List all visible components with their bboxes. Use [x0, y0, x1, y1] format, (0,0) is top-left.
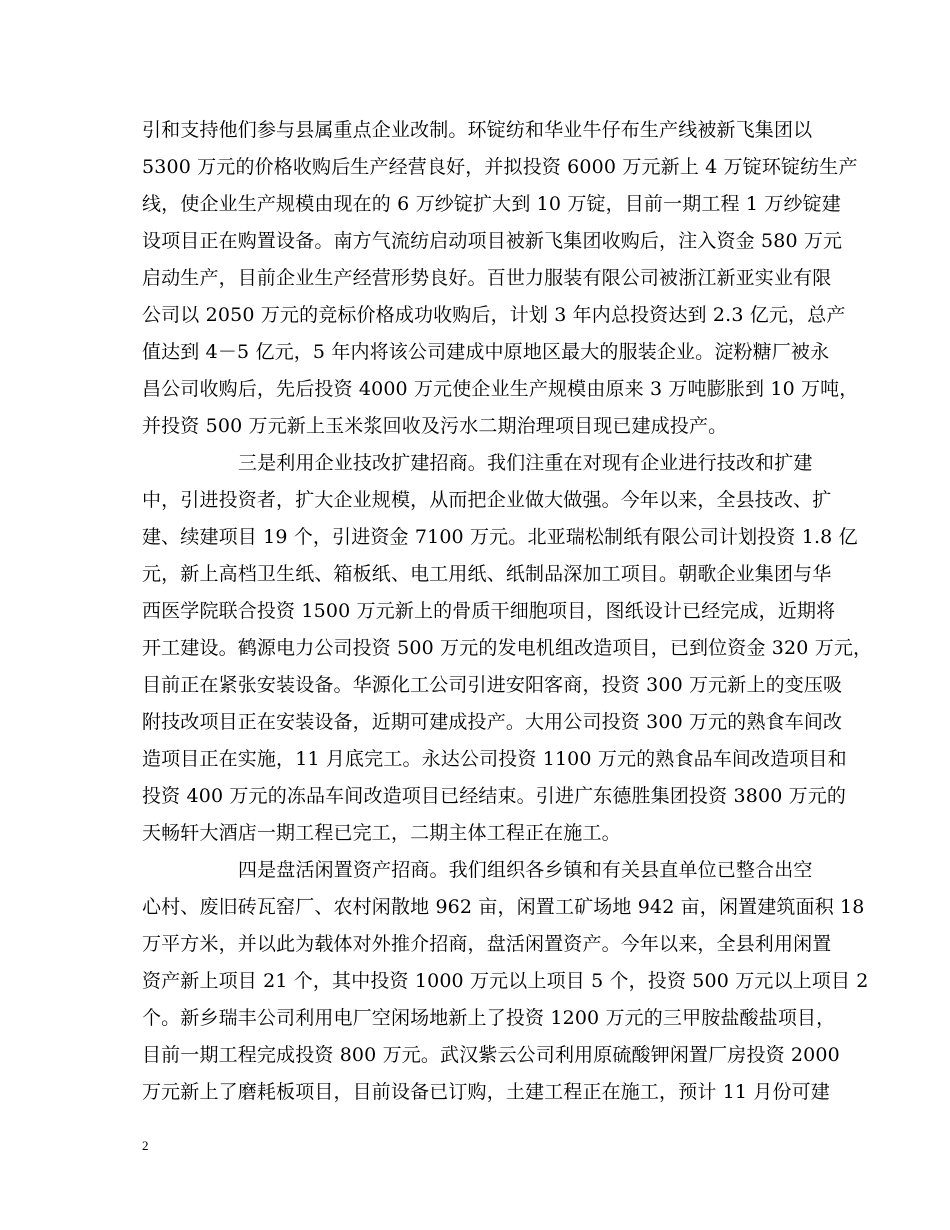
text-line: 心村、废旧砖瓦窑厂、农村闲散地 962 亩，闲置工矿场地 942 亩，闲置建筑面积 18 — [142, 896, 865, 918]
text-line: 线，使企业生产规模由现在的 6 万纱锭扩大到 10 万锭，目前一期工程 1 万纱锭建 — [142, 193, 841, 215]
text-line: 昌公司收购后，先后投资 4000 万元使企业生产规模由原来 3 万吨膨胀到 10 万吨， — [142, 378, 859, 400]
paragraph-heading-line: 四是盘活闲置资产招商。我们组织各乡镇和有关县直单位已整合出空 — [238, 859, 813, 881]
text-line: 万平方米，并以此为载体对外推介招商，盘活闲置资产。今年以来，全县利用闲置 — [142, 933, 832, 955]
text-line: 并投资 500 万元新上玉米浆回收及污水二期治理项目现已建成投产。 — [142, 415, 728, 437]
text-line: 资产新上项目 21 个，其中投资 1000 万元以上项目 5 个，投资 500 万元以上项目 2 — [142, 970, 869, 992]
text-line: 公司以 2050 万元的竞标价格成功收购后，计划 3 年内总投资达到 2.3 亿元，总产 — [142, 304, 846, 326]
text-line: 启动生产，目前企业生产经营形势良好。百世力服装有限公司被浙江新亚实业有限 — [142, 267, 832, 289]
text-line: 设项目正在购置设备。南方气流纺启动项目被新飞集团收购后，注入资金 580 万元 — [142, 230, 843, 252]
text-line: 西医学院联合投资 1500 万元新上的骨质干细胞项目，图纸设计已经完成，近期将 — [142, 600, 836, 622]
text-line: 附技改项目正在安装设备，近期可建成投产。大用公司投资 300 万元的熟食车间改 — [142, 711, 843, 733]
text-line: 元，新上高档卫生纸、箱板纸、电工用纸、纸制品深加工项目。朝歌企业集团与华 — [142, 563, 832, 585]
page-number: 2 — [142, 1138, 149, 1153]
text-line: 投资 400 万元的冻品车间改造项目已经结束。引进广东德胜集团投资 3800 万元的 — [142, 785, 847, 807]
text-line: 中，引进投资者，扩大企业规模，从而把企业做大做强。今年以来，全县技改、扩 — [142, 489, 832, 511]
text-line: 建、续建项目 19 个，引进资金 7100 万元。北亚瑞松制纸有限公司计划投资 1.8 亿 — [142, 526, 858, 548]
text-line: 天畅轩大酒店一期工程已完工，二期主体工程正在施工。 — [142, 822, 621, 844]
text-line: 开工建设。鹤源电力公司投资 500 万元的发电机组改造项目，已到位资金 320 万元， — [142, 637, 873, 659]
text-line: 目前一期工程完成投资 800 万元。武汉紫云公司利用原硫酸钾闲置厂房投资 2000 — [142, 1044, 840, 1066]
paragraph-heading-line: 三是利用企业技改扩建招商。我们注重在对现有企业进行技改和扩建 — [238, 452, 813, 474]
text-line: 值达到 4－5 亿元，5 年内将该公司建成中原地区最大的服装企业。淀粉糖厂被永 — [142, 341, 830, 363]
text-line: 造项目正在实施，11 月底完工。永达公司投资 1100 万元的熟食品车间改造项目和 — [142, 748, 847, 770]
text-line: 引和支持他们参与县属重点企业改制。环锭纺和华业牛仔布生产线被新飞集团以 — [142, 119, 813, 141]
text-line: 万元新上了磨耗板项目，目前设备已订购，土建工程正在施工，预计 11 月份可建 — [142, 1081, 830, 1103]
text-line: 5300 万元的价格收购后生产经营良好，并拟投资 6000 万元新上 4 万锭环锭纺生产 — [142, 156, 858, 178]
text-line: 目前正在紧张安装设备。华源化工公司引进安阳客商，投资 300 万元新上的变压吸 — [142, 674, 843, 696]
text-line: 个。新乡瑞丰公司利用电厂空闲场地新上了投资 1200 万元的三甲胺盐酸盐项目， — [142, 1007, 836, 1029]
